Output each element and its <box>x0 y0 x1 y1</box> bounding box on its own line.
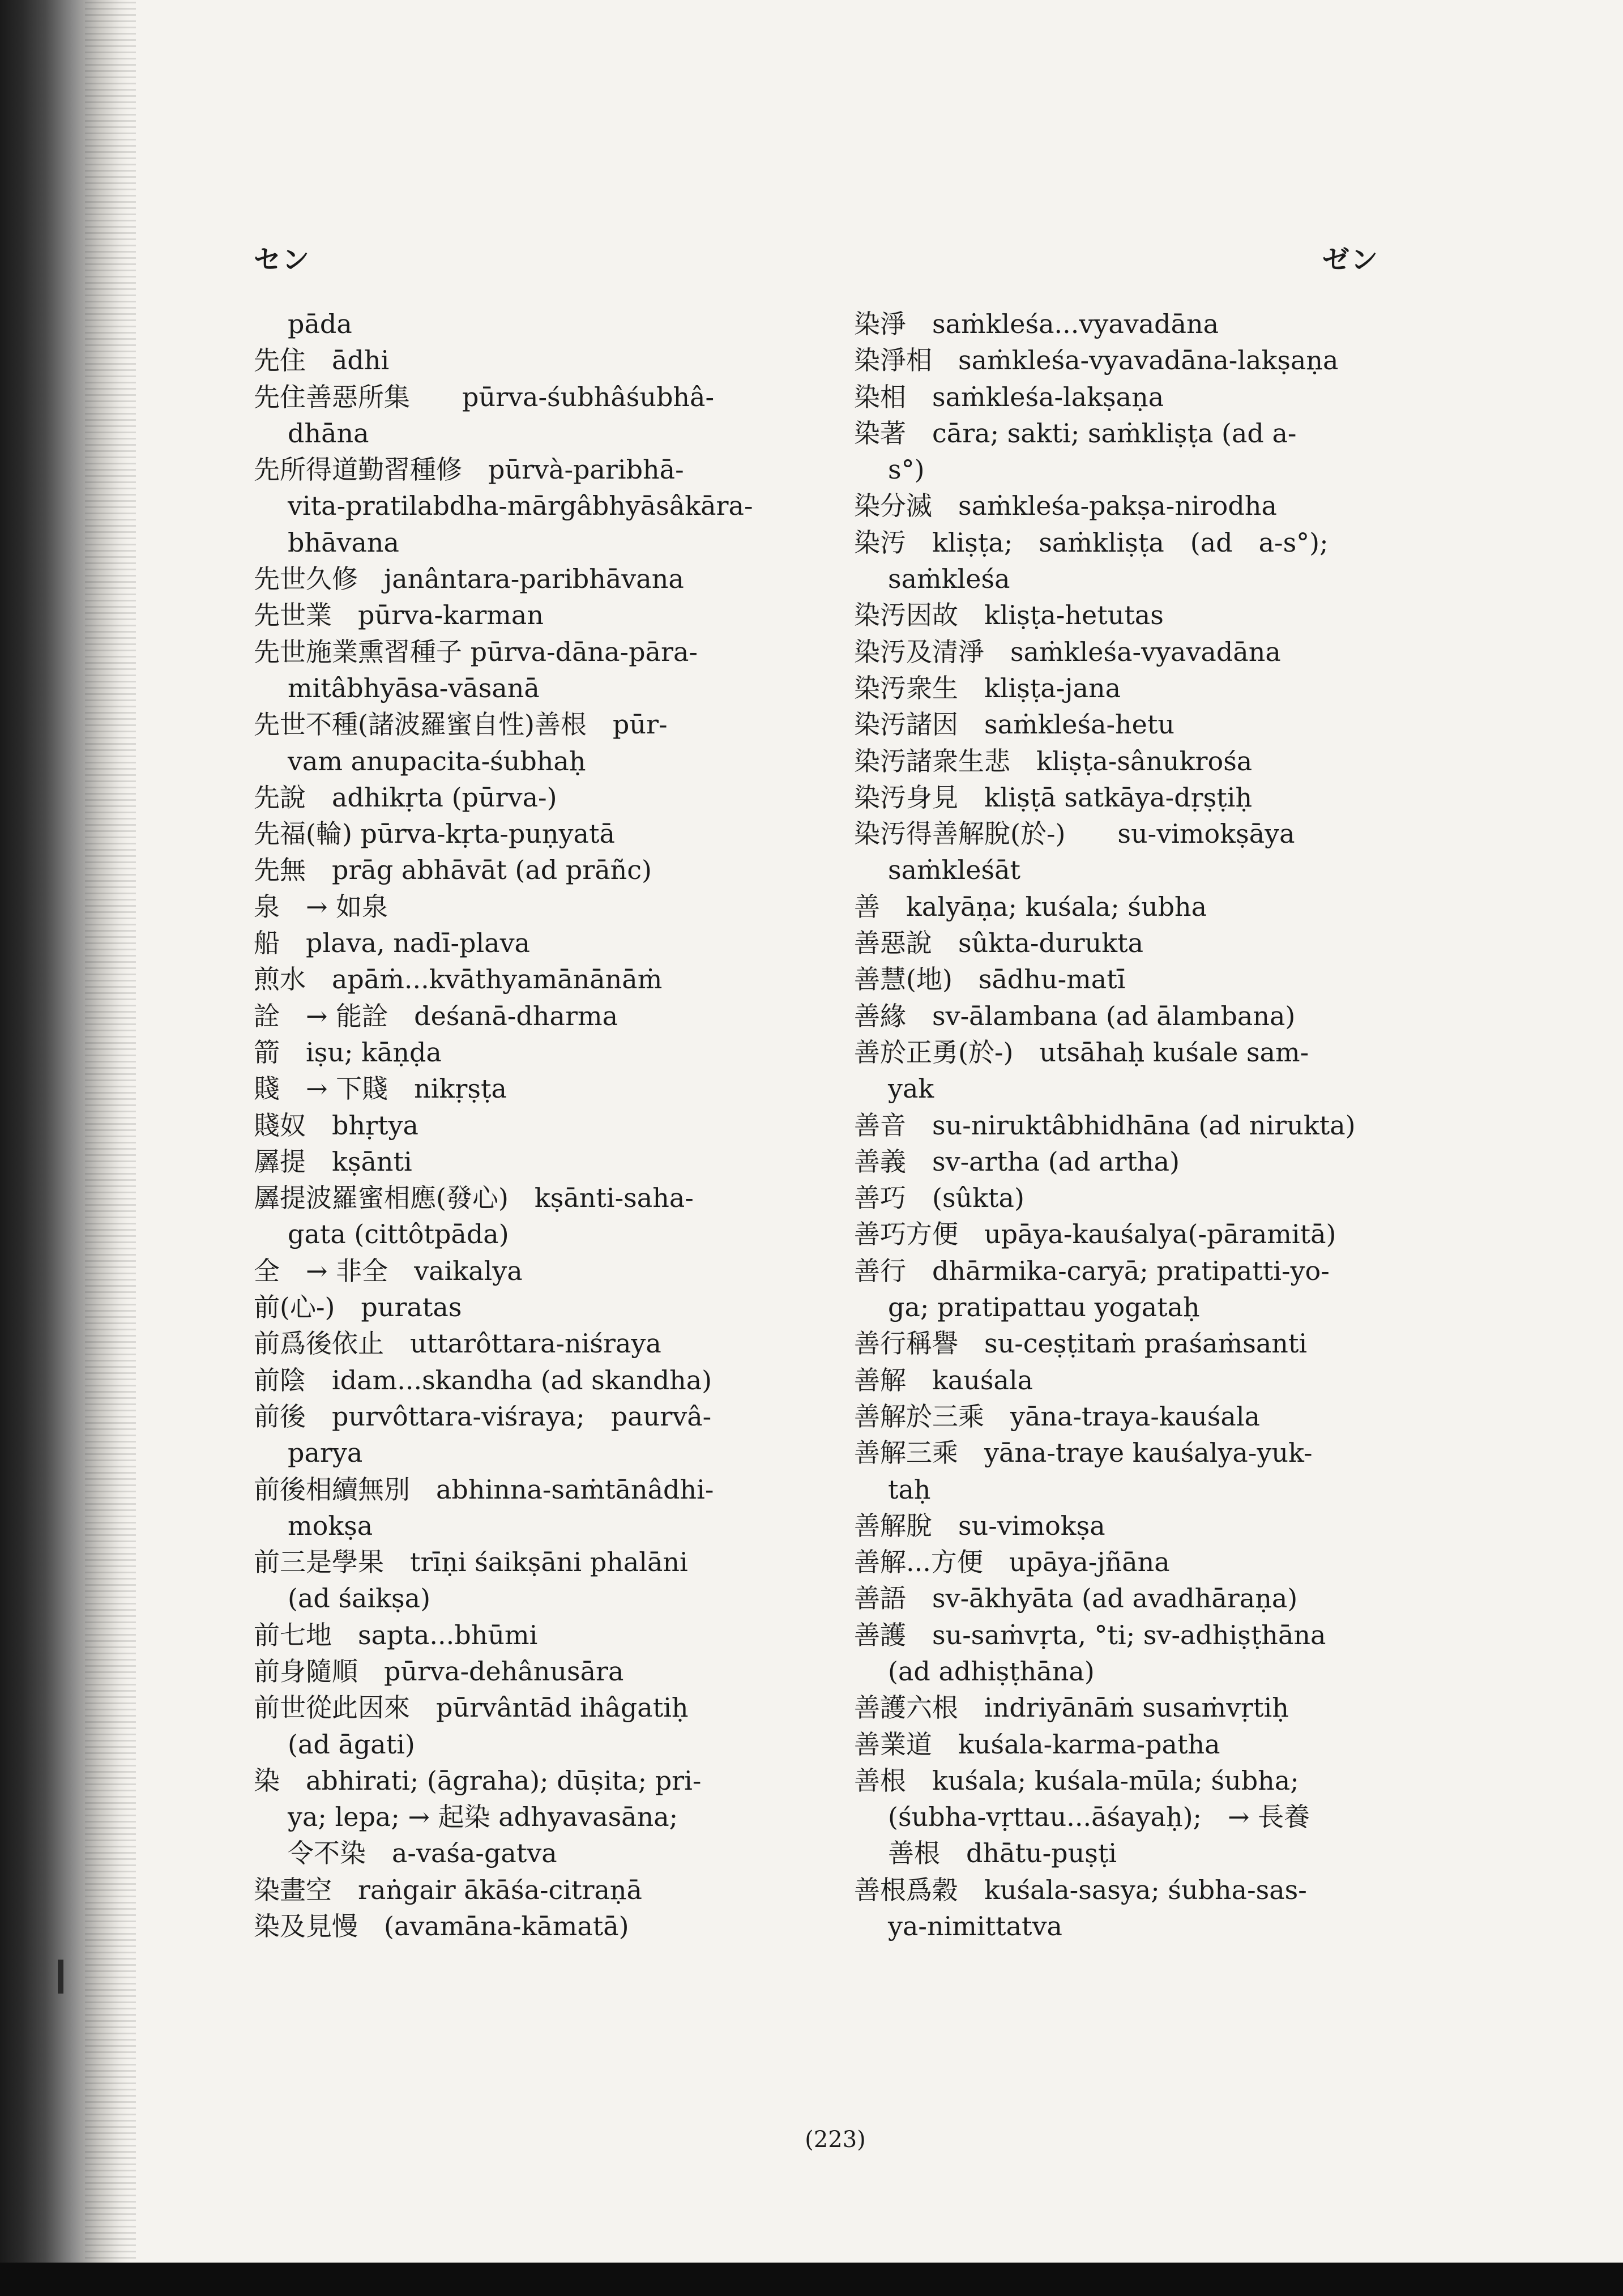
entry-continuation: dhāna <box>288 417 369 449</box>
dictionary-entry: 善根 kuśala; kuśala-mūla; śubha; <box>854 1765 1299 1796</box>
dictionary-entry: 先所得道勤習種修 pūrvà-paribhā- <box>254 454 684 485</box>
dictionary-entry: 善惡說 sûkta-durukta <box>854 928 1144 959</box>
dictionary-entry: 染汚身見 kliṣṭā satkāya-dṛṣṭiḥ <box>854 782 1253 813</box>
dictionary-entry: 善緣 sv-ālambana (ad ālambana) <box>854 1000 1296 1031</box>
dictionary-entry: 全 → 非全 vaikalya <box>254 1255 523 1286</box>
entry-continuation: saṁkleśa <box>888 564 1010 595</box>
dictionary-entry: 前身隨順 pūrva-dehânusāra <box>254 1655 624 1687</box>
entry-continuation: ya-nimittatva <box>888 1911 1062 1942</box>
dictionary-entry: 善業道 kuśala-karma-patha <box>854 1729 1220 1760</box>
dictionary-entry: 船 plava, nadī-plava <box>254 928 530 959</box>
dictionary-entry: 染汚得善解脫(於-) su-vimokṣāya <box>854 818 1295 850</box>
entry-continuation: (ad adhiṣṭhāna) <box>888 1655 1095 1687</box>
entry-continuation: gata (cittôtpāda) <box>288 1219 509 1250</box>
entry-continuation: vam anupacita-śubhaḥ <box>288 745 586 776</box>
entry-continuation: (ad āgati) <box>288 1729 415 1760</box>
dictionary-entry: 詮 → 能詮 deśanā-dharma <box>254 1000 618 1031</box>
dictionary-entry: 前三是學果 trīṇi śaikṣāni phalāni <box>254 1547 688 1578</box>
dictionary-entry: 先世施業熏習種子 pūrva-dāna-pāra- <box>254 636 698 667</box>
dictionary-entry: 染汚衆生 kliṣṭa-jana <box>854 672 1121 703</box>
dictionary-entry: 前(心-) puratas <box>254 1292 462 1323</box>
entry-continuation: taḥ <box>888 1474 931 1505</box>
dictionary-entry: 羼提波羅蜜相應(發心) kṣānti-saha- <box>254 1183 694 1214</box>
dictionary-entry: 前爲後依止 uttarôttara-niśraya <box>254 1328 661 1359</box>
entry-continuation: (śubha-vṛttau...āśayaḥ); → 長養 <box>888 1802 1310 1833</box>
dictionary-entry: 賤 → 下賤 nikṛṣṭa <box>254 1073 507 1104</box>
entry-continuation: pāda <box>288 309 352 339</box>
dictionary-entry: 泉 → 如泉 <box>254 891 388 922</box>
dictionary-entry: 善解於三乘 yāna-traya-kauśala <box>854 1401 1260 1432</box>
entry-continuation: bhāvana <box>288 527 399 558</box>
dictionary-entry: 染汚諸因 saṁkleśa-hetu <box>854 709 1174 740</box>
dictionary-entry: 善行稱譽 su-ceṣṭitaṁ praśaṁsanti <box>854 1328 1308 1359</box>
dictionary-entry: 善護六根 indriyānāṁ susaṁvṛtiḥ <box>854 1692 1289 1723</box>
entry-continuation: mokṣa <box>288 1510 373 1541</box>
dictionary-entry: 羼提 kṣānti <box>254 1146 412 1177</box>
right-column <box>854 306 1420 1944</box>
dictionary-entry: 染相 saṁkleśa-lakṣaṇa <box>854 381 1164 412</box>
dictionary-entry: 先福(輪) pūrva-kṛta-puṇyatā <box>254 818 615 850</box>
dictionary-entry: 染著 cāra; sakti; saṁkliṣṭa (ad a- <box>854 417 1297 449</box>
dictionary-entry: 前陰 idam...skandha (ad skandha) <box>254 1364 712 1395</box>
dictionary-entry: 善解三乘 yāna-traye kauśalya-yuk- <box>854 1437 1313 1469</box>
dictionary-entry: 善解 kauśala <box>854 1364 1033 1395</box>
dictionary-entry: 賤奴 bhṛtya <box>254 1109 418 1141</box>
entry-continuation: ga; pratipattau yogataḥ <box>888 1292 1200 1323</box>
dictionary-entry: 先說 adhikṛta (pūrva-) <box>254 782 557 813</box>
dictionary-entry: 前後相續無別 abhinna-saṁtānâdhi- <box>254 1474 714 1505</box>
dictionary-entry: 先世不種(諸波羅蜜自性)善根 pūr- <box>254 709 668 740</box>
dictionary-entry: 善慧(地) sādhu-matī <box>854 964 1126 995</box>
dictionary-entry: 前七地 sapta...bhūmi <box>254 1619 538 1650</box>
dictionary-entry: 善音 su-niruktâbhidhāna (ad nirukta) <box>854 1109 1356 1141</box>
dictionary-entry: 善根爲穀 kuśala-sasya; śubha-sas- <box>854 1874 1307 1905</box>
dictionary-entry: 先住 ādhi <box>254 345 390 376</box>
running-head-left: セン <box>254 244 311 276</box>
dictionary-entry: 箭 iṣu; kāṇḍa <box>254 1036 442 1068</box>
dictionary-entry: 善護 su-saṁvṛta, °ti; sv-adhiṣṭhāna <box>854 1619 1326 1650</box>
dictionary-entry: 善解...方便 upāya-jñāna <box>854 1547 1170 1578</box>
entry-continuation: parya <box>288 1437 363 1469</box>
dictionary-entry: 善巧 (sûkta) <box>854 1183 1024 1214</box>
dictionary-entry: 前世從此因來 pūrvântād ihâgatiḥ <box>254 1692 689 1723</box>
dictionary-entry: 染及見慢 (avamāna-kāmatā) <box>254 1911 629 1942</box>
dictionary-entry: 前後 purvôttara-viśraya; paurvâ- <box>254 1401 712 1432</box>
dictionary-entry: 先世久修 janântara-paribhāvana <box>254 564 684 595</box>
dictionary-entry: 煎水 apāṁ...kvāthyamānānāṁ <box>254 964 663 995</box>
dictionary-entry: 先無 prāg abhāvāt (ad prāñc) <box>254 855 652 886</box>
dictionary-entry: 染汚因故 kliṣṭa-hetutas <box>854 600 1164 631</box>
dictionary-entry: 染分滅 saṁkleśa-pakṣa-nirodha <box>854 490 1277 522</box>
binding-speckle <box>85 0 136 2296</box>
scan-mark <box>58 1960 63 1994</box>
dictionary-entry: 染汚及清淨 saṁkleśa-vyavadāna <box>854 636 1281 667</box>
left-column <box>254 306 820 1944</box>
dictionary-entry: 染淨相 saṁkleśa-vyavadāna-lakṣaṇa <box>854 345 1339 376</box>
page-number: (223) <box>805 2127 866 2153</box>
dictionary-entry: 染汚諸衆生悲 kliṣṭa-sânukrośa <box>854 745 1253 776</box>
entry-continuation: s°) <box>888 454 925 485</box>
entry-continuation: yak <box>888 1073 934 1104</box>
dictionary-entry: 善解脫 su-vimokṣa <box>854 1510 1105 1541</box>
dictionary-entry: 善 kalyāṇa; kuśala; śubha <box>854 891 1207 922</box>
running-head-right: ゼン <box>1322 244 1379 276</box>
entry-continuation: ya; lepa; → 起染 adhyavasāna; <box>288 1802 678 1833</box>
entry-continuation: 令不染 a-vaśa-gatva <box>288 1838 557 1869</box>
dictionary-entry: 善語 sv-ākhyāta (ad avadhāraṇa) <box>854 1583 1298 1614</box>
scan-bottom-edge <box>0 2263 1623 2296</box>
dictionary-entry: 染 abhirati; (āgraha); dūṣita; pri- <box>254 1765 702 1796</box>
dictionary-entry: 善巧方便 upāya-kauśalya(-pāramitā) <box>854 1219 1336 1250</box>
dictionary-entry: 先住善惡所集 pūrva-śubhâśubhâ- <box>254 381 715 412</box>
entry-continuation: mitâbhyāsa-vāsanā <box>288 672 540 703</box>
dictionary-entry: 染汚 kliṣṭa; saṁkliṣṭa (ad a-s°); <box>854 527 1329 558</box>
dictionary-entry: 善於正勇(於-) utsāhaḥ kuśale sam- <box>854 1036 1309 1068</box>
entry-continuation: vita-pratilabdha-mārgâbhyāsâkāra- <box>288 490 753 522</box>
dictionary-entry: 先世業 pūrva-karman <box>254 600 544 631</box>
entry-continuation: (ad śaikṣa) <box>288 1583 431 1614</box>
dictionary-entry: 善行 dhārmika-caryā; pratipatti-yo- <box>854 1255 1330 1286</box>
entry-continuation: 善根 dhātu-puṣṭi <box>888 1838 1117 1869</box>
entry-continuation: saṁkleśāt <box>888 855 1020 886</box>
dictionary-entry: 染淨 saṁkleśa...vyavadāna <box>854 309 1219 339</box>
dictionary-entry: 染畫空 raṅgair ākāśa-citraṇā <box>254 1874 642 1905</box>
dictionary-entry: 善義 sv-artha (ad artha) <box>854 1146 1180 1177</box>
